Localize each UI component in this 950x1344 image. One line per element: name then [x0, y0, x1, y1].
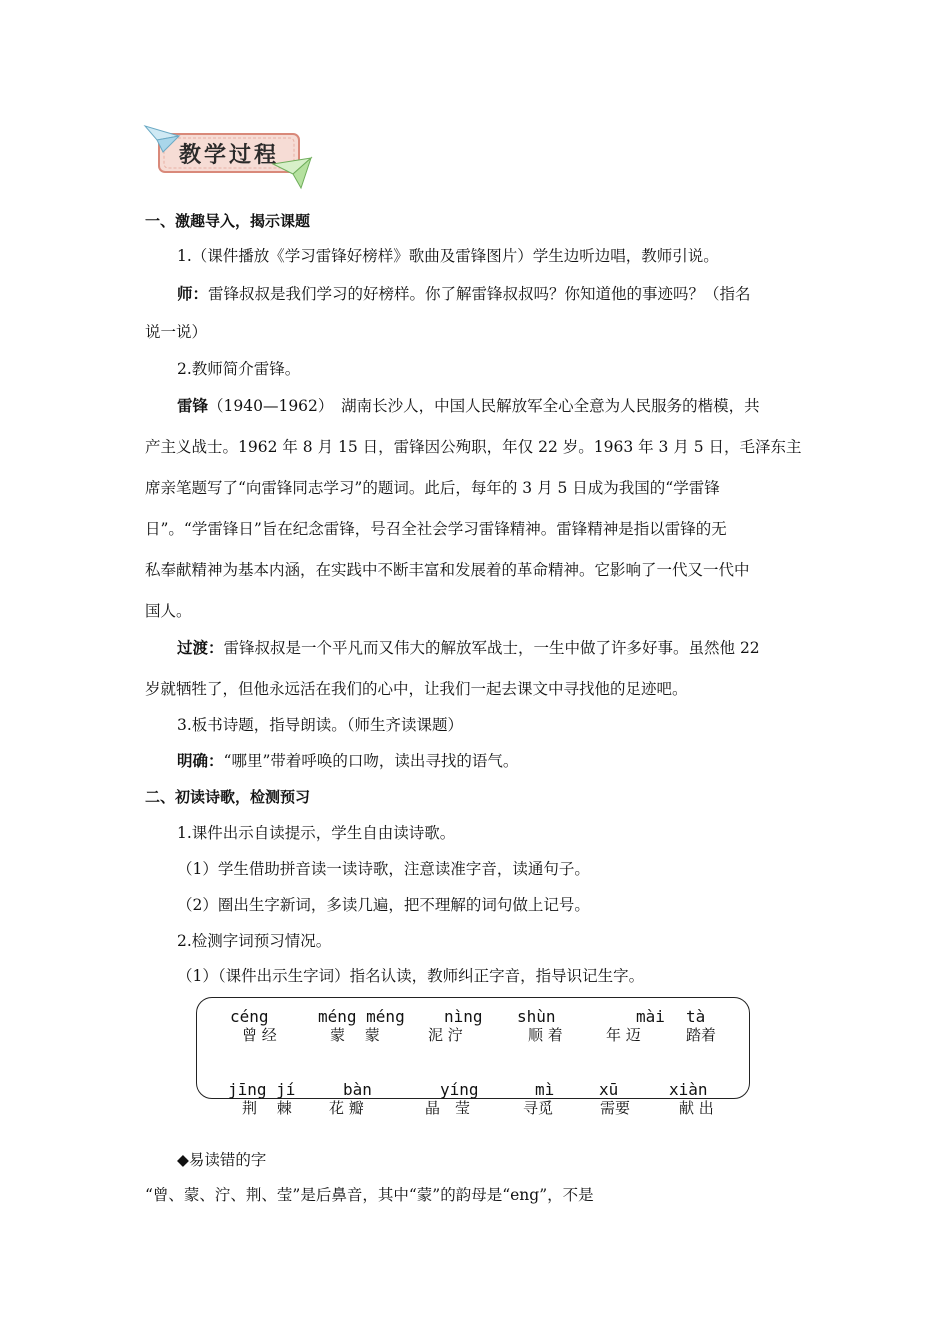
- word: 荆 棘: [242, 1099, 292, 1117]
- paragraph: 1.（课件播放《学习雷锋好榜样》歌曲及雷锋图片）学生边听边唱，教师引说。: [177, 247, 719, 265]
- paragraph-text: “哪里”带着呼唤的口吻，读出寻找的语气。: [223, 752, 519, 770]
- speaker-label: 师：: [177, 284, 209, 303]
- paragraph: [177, 751, 518, 771]
- pinyin: céng: [230, 1007, 269, 1026]
- paragraph: [177, 638, 760, 658]
- pinyin: bàn: [343, 1080, 372, 1099]
- word: 献 出: [679, 1099, 714, 1117]
- paragraph-continuation: 席亲笔题写了“向雷锋同志学习”的题词。此后，每年的 3 月 5 日成为我国的“学雷锋: [145, 479, 720, 497]
- pinyin: shùn: [517, 1007, 556, 1026]
- pinyin: méng méng: [318, 1007, 405, 1026]
- paragraph: 1.课件出示自读提示，学生自由读诗歌。: [177, 824, 456, 842]
- paragraph: [177, 396, 760, 416]
- paragraph-text: 雷锋叔叔是我们学习的好榜样。你了解雷锋叔叔吗？你知道他的事迹吗？（指名: [208, 285, 751, 303]
- word: 花 瓣: [329, 1099, 364, 1117]
- word: 曾 经: [242, 1026, 277, 1044]
- note-text: “曾、蒙、泞、荆、莹”是后鼻音，其中“蒙”的韵母是“eng”，不是: [145, 1186, 594, 1204]
- paragraph: （1）（课件出示生字词）指名认读，教师纠正字音，指导识记生字。: [177, 967, 645, 985]
- paragraph: 2.检测字词预习情况。: [177, 932, 332, 950]
- pinyin: yíng: [440, 1080, 479, 1099]
- word: 年 迈: [606, 1026, 641, 1044]
- transition-label: 过渡：: [177, 638, 224, 657]
- word: 需要: [600, 1099, 631, 1117]
- paragraph-continuation: 说一说）: [145, 323, 208, 341]
- section-heading: 二、初读诗歌，检测预习: [145, 788, 311, 806]
- word: 晶 莹: [425, 1099, 471, 1117]
- clarify-label: 明确：: [177, 751, 224, 770]
- paragraph: 3.板书诗题，指导朗读。（师生齐读课题）: [177, 716, 464, 734]
- pinyin: tà: [686, 1007, 706, 1026]
- paragraph-continuation: 产主义战士。1962 年 8 月 15 日，雷锋因公殉职，年仅 22 岁。1963 年 3 月 5 日，毛泽东主: [145, 438, 802, 456]
- pinyin: xiàn: [669, 1080, 708, 1099]
- term-label: 雷锋: [177, 396, 209, 415]
- section-banner: [143, 122, 313, 190]
- section-heading: 一、激趣导入，揭示课题: [145, 212, 311, 230]
- banner-title: 教学过程: [178, 142, 279, 168]
- word: 寻觅: [523, 1099, 554, 1117]
- pinyin: mì: [535, 1080, 555, 1099]
- word: 顺 着: [528, 1026, 563, 1044]
- pinyin: jīng jí: [228, 1080, 296, 1099]
- paragraph: （2）圈出生字新词，多读几遍，把不理解的词句做上记号。: [177, 896, 590, 914]
- paragraph-continuation: 私奉献精神为基本内涵，在实践中不断丰富和发展着的革命精神。它影响了一代又一代中: [145, 561, 750, 579]
- paragraph-text: 雷锋叔叔是一个平凡而又伟大的解放军战士，一生中做了许多好事。虽然他 22: [223, 639, 760, 657]
- word: 泥 泞: [428, 1026, 463, 1044]
- paragraph: [177, 284, 751, 304]
- paragraph-continuation: 岁就牺牲了，但他永远活在我们的心中，让我们一起去课文中寻找他的足迹吧。: [145, 680, 688, 698]
- pinyin: nìng: [444, 1007, 483, 1026]
- paragraph: （1）学生借助拼音读一读诗歌，注意读准字音，读通句子。: [177, 860, 590, 878]
- paragraph: 2.教师简介雷锋。: [177, 360, 301, 378]
- paragraph-text: （1940—1962） 湖南长沙人，中国人民解放军全心全意为人民服务的楷模，共: [208, 397, 760, 415]
- word: 蒙 蒙: [330, 1026, 380, 1044]
- pinyin: xū: [599, 1080, 619, 1099]
- pinyin: mài: [636, 1007, 665, 1026]
- paragraph-continuation: 国人。: [145, 602, 192, 620]
- paragraph-continuation: 日”。“学雷锋日”旨在纪念雷锋，号召全社会学习雷锋精神。雷锋精神是指以雷锋的无: [145, 520, 727, 538]
- note-title: ◆易读错的字: [177, 1151, 267, 1169]
- word: 踏着: [686, 1026, 717, 1044]
